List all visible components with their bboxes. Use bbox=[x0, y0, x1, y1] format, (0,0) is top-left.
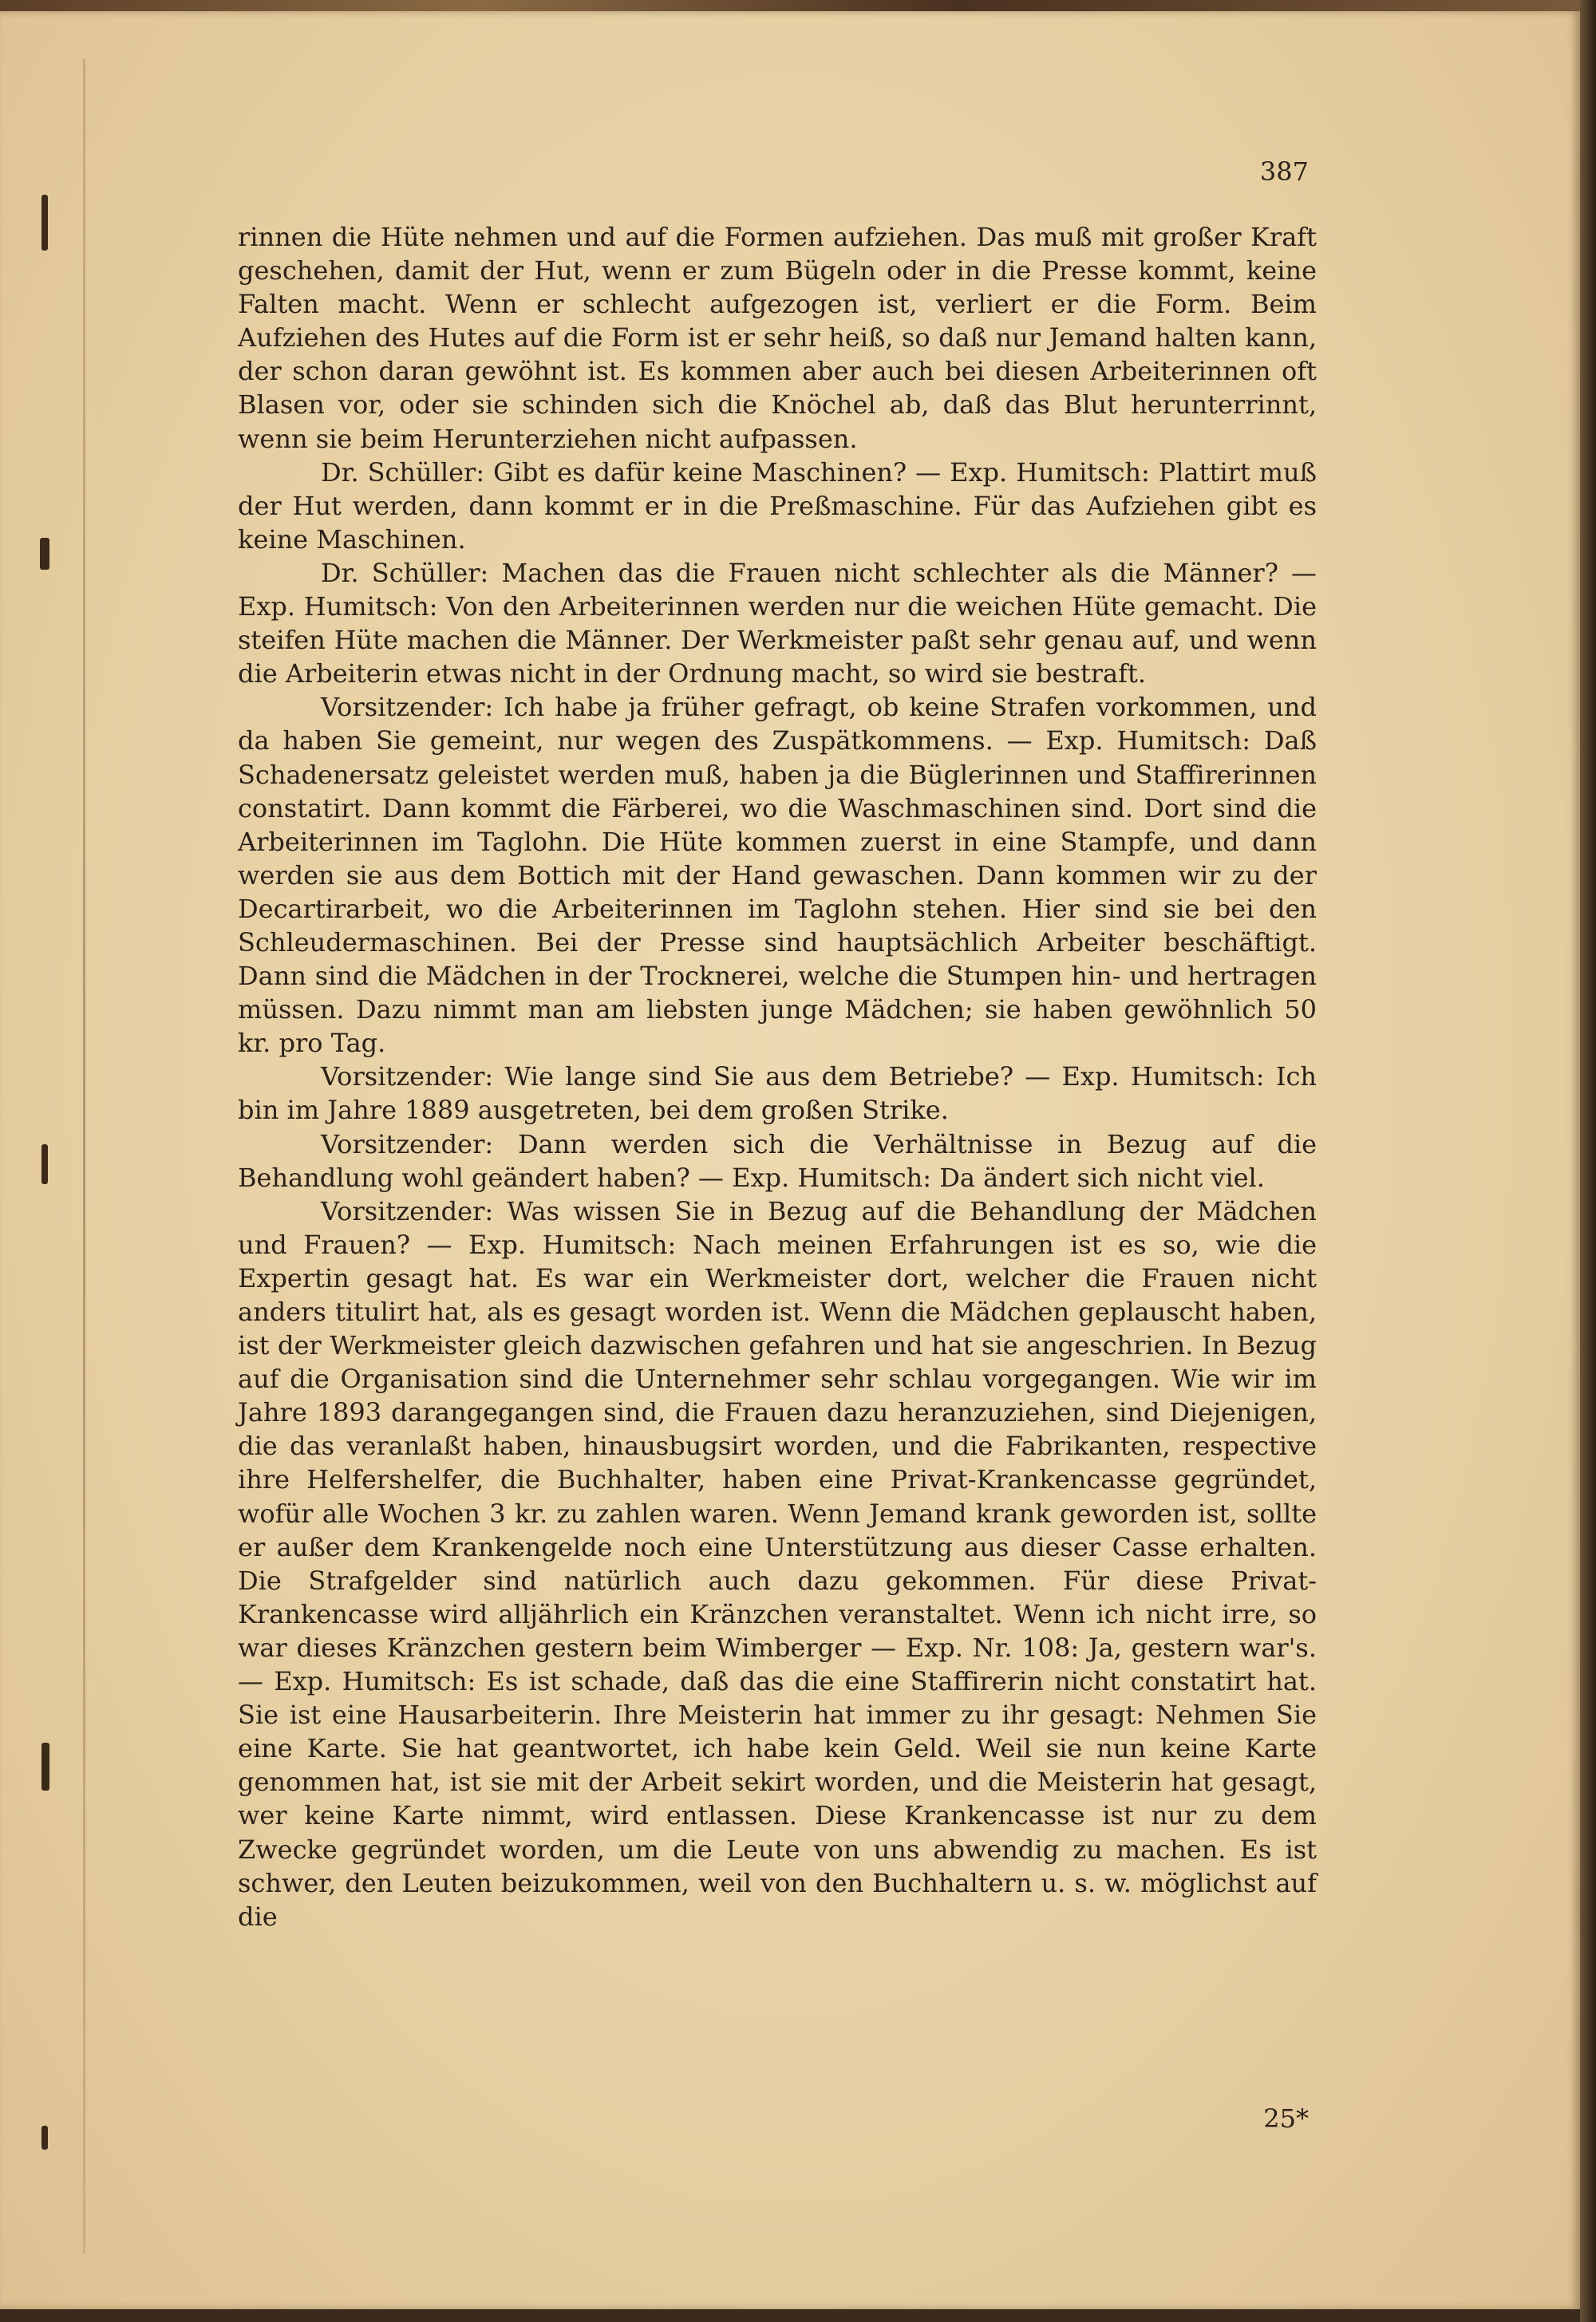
book-cover-edge bbox=[1580, 0, 1596, 2322]
margin-mark bbox=[41, 2126, 48, 2150]
body-text bbox=[238, 220, 1317, 1933]
scan-top-edge bbox=[0, 0, 1596, 11]
paragraph: Vorsitzender: Dann werden sich die Verhältnisse in Bezug auf die Behandlung wohl geändert haben? — Exp. Humitsch: Da ändert sich nicht viel. bbox=[238, 1128, 1317, 1193]
margin-mark bbox=[40, 538, 49, 570]
margin-mark bbox=[41, 195, 48, 251]
page-gutter-line bbox=[83, 59, 85, 2253]
signature-mark: 25* bbox=[1263, 2103, 1309, 2134]
paragraph: Vorsitzender: Wie lange sind Sie aus dem Betriebe? — Exp. Humitsch: Ich bin im Jahre 1889 ausgetreten, bei dem großen Strike. bbox=[238, 1061, 1317, 1126]
page-number: 387 bbox=[1259, 156, 1309, 187]
book-page bbox=[0, 11, 1580, 2309]
paragraph: Vorsitzender: Ich habe ja früher gefragt, ob keine Strafen vorkommen, und da haben Sie gemeint, nur wegen des Zuspätkommens. — Exp. Humitsch: Daß Schadenersatz geleistet werden muß, haben ja die Büglerinnen und Staffirerinnen constatirt. Dann kommt die Färberei, wo die Waschmaschinen sind. Dort sind die Arbeiterinnen im Taglohn. Die Hüte kommen zuerst in eine Stampfe, und dann werden sie aus dem Bottich mit der Hand gewaschen. Dann kommen wir zu der Decartirarbeit, wo die Arbeiterinnen im Taglohn stehen. Hier sind sie bei den Schleudermaschinen. Bei der Presse sind hauptsächlich Arbeiter beschäftigt. Dann sind die Mädchen in der Trocknerei, welche die Stumpen hin- und hertragen müssen. Dazu nimmt man am liebsten junge Mädchen; sie haben gewöhnlich 50 kr. pro Tag. bbox=[238, 692, 1317, 1059]
paragraph: rinnen die Hüte nehmen und auf die Formen aufziehen. Das muß mit großer Kraft geschehen, damit der Hut, wenn er zum Bügeln oder in die Presse kommt, keine Falten macht. Wenn er schlecht aufgezogen ist, verliert er die Form. Beim Aufziehen des Hutes auf die Form ist er sehr heiß, so daß nur Jemand halten kann, der schon daran gewöhnt ist. Es kommen aber auch bei diesen Arbeiterinnen oft Blasen vor, oder sie schinden sich die Knöchel ab, daß das Blut herunterrinnt, wenn sie beim Herunterziehen nicht aufpassen. bbox=[238, 222, 1317, 454]
paragraph: Vorsitzender: Was wissen Sie in Bezug auf die Behandlung der Mädchen und Frauen? — Exp. Humitsch: Nach meinen Erfahrungen ist es so, wie die Expertin gesagt hat. Es war ein Werkmeister dort, welcher die Frauen nicht anders titulirt hat, als es gesagt worden ist. Wenn die Mädchen geplauscht haben, ist der Werkmeister gleich dazwischen gefahren und hat sie angeschrien. In Bezug auf die Organisation sind die Unternehmer sehr schlau vorgegangen. Wie wir im Jahre 1893 darangegangen sind, die Frauen dazu heranzuziehen, sind Diejenigen, die das veranlaßt haben, hinausbugsirt worden, und die Fabrikanten, respective ihre Helfershelfer, die Buchhalter, haben eine Privat-Krankencasse gegründet, wofür alle Wochen 3 kr. zu zahlen waren. Wenn Jemand krank geworden ist, sollte er außer dem Krankengelde noch eine Unterstützung aus dieser Casse erhalten. Die Strafgelder sind natürlich auch dazu gekommen. Für diese Privat-Krankencasse wird alljährlich ein Kränzchen veranstaltet. Wenn ich nicht irre, so war dieses Kränzchen gestern beim Wimberger — Exp. Nr. 108: Ja, gestern war's. — Exp. Humitsch: Es ist schade, daß das die eine Staffirerin nicht constatirt hat. Sie ist eine Hausarbeiterin. Ihre Meisterin hat immer zu ihr gesagt: Nehmen Sie eine Karte. Sie hat geantwortet, ich habe kein Geld. Weil sie nun keine Karte genommen hat, ist sie mit der Arbeit sekirt worden, und die Meisterin hat gesagt, wer keine Karte nimmt, wird entlassen. Diese Krankencasse ist nur zu dem Zwecke gegründet worden, um die Leute von uns abwendig zu machen. Es ist schwer, den Leuten beizukommen, weil von den Buchhaltern u. s. w. möglichst auf die bbox=[238, 1195, 1317, 1932]
margin-mark bbox=[41, 1743, 49, 1791]
margin-mark bbox=[41, 1144, 48, 1184]
paragraph: Dr. Schüller: Gibt es dafür keine Maschinen? — Exp. Humitsch: Plattirt muß der Hut werden, dann kommt er in die Preßmaschine. Für das Aufziehen gibt es keine Maschinen. bbox=[238, 456, 1317, 555]
paragraph: Dr. Schüller: Machen das die Frauen nicht schlechter als die Männer? — Exp. Humitsch: Von den Arbeiterinnen werden nur die weichen Hüte gemacht. Die steifen Hüte machen die Männer. Der Werkmeister paßt sehr genau auf, und wenn die Arbeiterin etwas nicht in der Ordnung macht, so wird sie bestraft. bbox=[238, 557, 1317, 689]
